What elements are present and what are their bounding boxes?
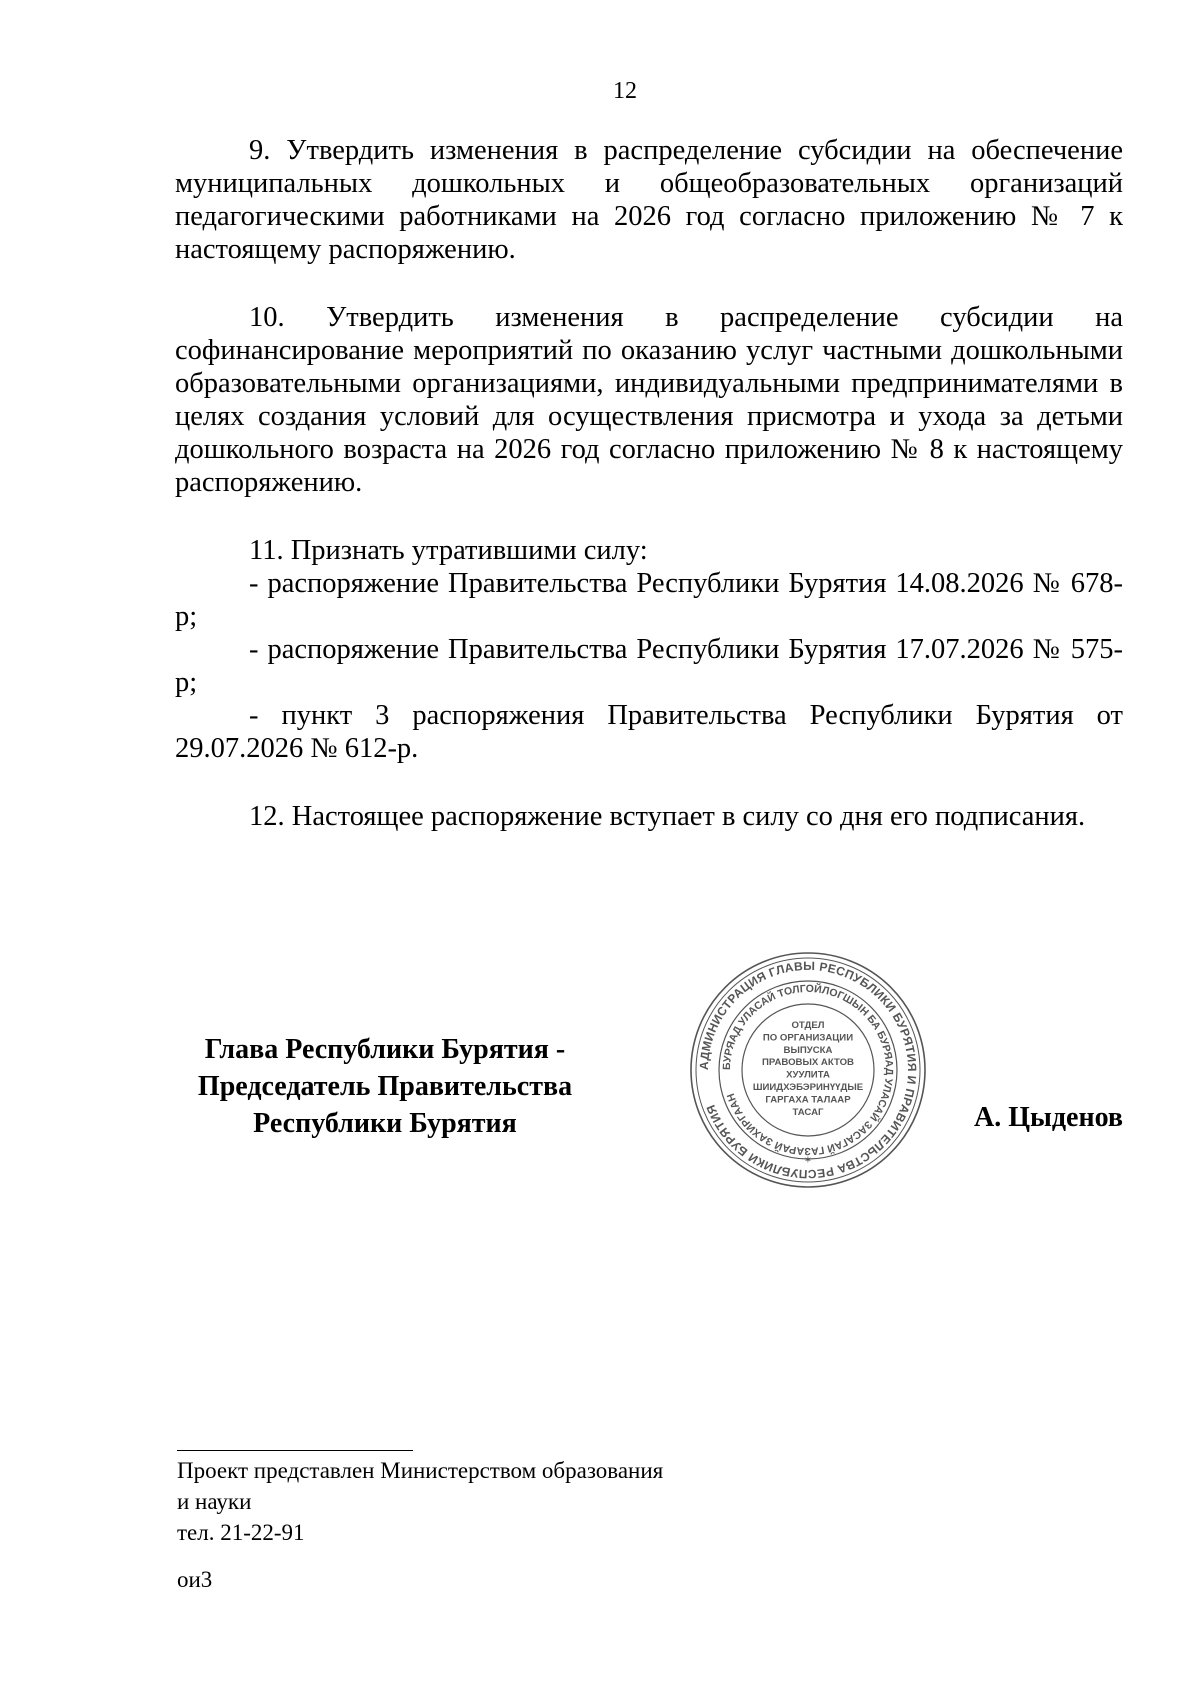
signatory-title-line: Председатель Правительства: [197, 1071, 573, 1102]
paragraph-9: 9. Утвердить изменения в распределение субсидии на обеспечение муниципальных дошкольных и общеобразовательных организаций педагогическими работниками на 2026 год согласно приложению № 7 к настоящему распоряжению.: [175, 135, 1123, 265]
svg-text:✶: ✶: [803, 1155, 813, 1166]
official-seal: [688, 950, 928, 1190]
svg-text:ШИИДХЭБЭРИНҮҮДЫЕ: ШИИДХЭБЭРИНҮҮДЫЕ: [752, 1082, 864, 1093]
signatory-name: А. Цыденов: [973, 1102, 1123, 1133]
list-item: - распоряжение Правительства Республики Бурятия 17.07.2026 № 575-р;: [175, 634, 1123, 698]
footnote-line: Проект представлен Министерством образования: [177, 1458, 664, 1483]
footnote-line: и науки: [177, 1489, 252, 1514]
svg-text:ГАРГАХА ТАЛААР: ГАРГАХА ТАЛААР: [765, 1094, 851, 1106]
signatory-title-line: Республики Бурятия: [253, 1108, 517, 1139]
footnote-divider: [177, 1450, 413, 1451]
svg-text:ХУУЛИТА: ХУУЛИТА: [786, 1069, 830, 1081]
list-item: - пункт 3 распоряжения Правительства Республики Бурятия от 29.07.2026 № 612-р.: [175, 700, 1123, 764]
svg-text:ПО ОРГАНИЗАЦИИ: ПО ОРГАНИЗАЦИИ: [762, 1032, 854, 1044]
paragraph-11: [175, 534, 1123, 765]
document-body: [175, 134, 1123, 833]
svg-text:ОТДЕЛ: ОТДЕЛ: [791, 1020, 825, 1031]
footnote: [177, 1455, 663, 1548]
paragraph-12: 12. Настоящее распоряжение вступает в силу со дня его подписания.: [249, 801, 1086, 832]
paragraph-10: 10. Утвердить изменения в распределение субсидии на софинансирование мероприятий по оказанию услуг частными дошкольными образовательными организациями, индивидуальными предпринимателями в целях создания условий для осуществления присмотра и ухода за детьми дошкольного возраста на 2026 год согласно приложению № 8 к настоящему распоряжению.: [175, 302, 1123, 498]
svg-text:АДМИНИСТРАЦИЯ ГЛАВЫ РЕСПУБЛИКИ: АДМИНИСТРАЦИЯ ГЛАВЫ РЕСПУБЛИКИ БУРЯТИЯ И ПРАВИТЕЛЬСТВА РЕСПУБЛИКИ БУРЯТИЯ: [696, 958, 920, 1182]
signatory-title-line: Глава Республики Бурятия -: [204, 1034, 566, 1065]
svg-text:ТАСАГ: ТАСАГ: [792, 1106, 824, 1118]
footnote-line: тел. 21-22-91: [177, 1520, 305, 1545]
svg-text:ПРАВОВЫХ АКТОВ: ПРАВОВЫХ АКТОВ: [762, 1057, 854, 1069]
svg-text:ВЫПУСКА: ВЫПУСКА: [783, 1044, 833, 1056]
paragraph-11-heading: 11. Признать утратившими силу:: [249, 535, 648, 566]
signatory-title: [175, 1031, 595, 1142]
list-item: - распоряжение Правительства Республики Бурятия 14.08.2026 № 678-р;: [175, 568, 1123, 632]
svg-text:БУРЯАД УЛАСАЙ ТОЛГОЙЛОГШЫН БА: БУРЯАД УЛАСАЙ ТОЛГОЙЛОГШЫН БА БУРЯАД УЛАСАЙ ЗАСАГАЙ ГАЗАРАЙ ЗАХИРГААН: [720, 982, 896, 1158]
document-code: ои3: [177, 1567, 213, 1592]
page-number: 12: [613, 78, 637, 104]
